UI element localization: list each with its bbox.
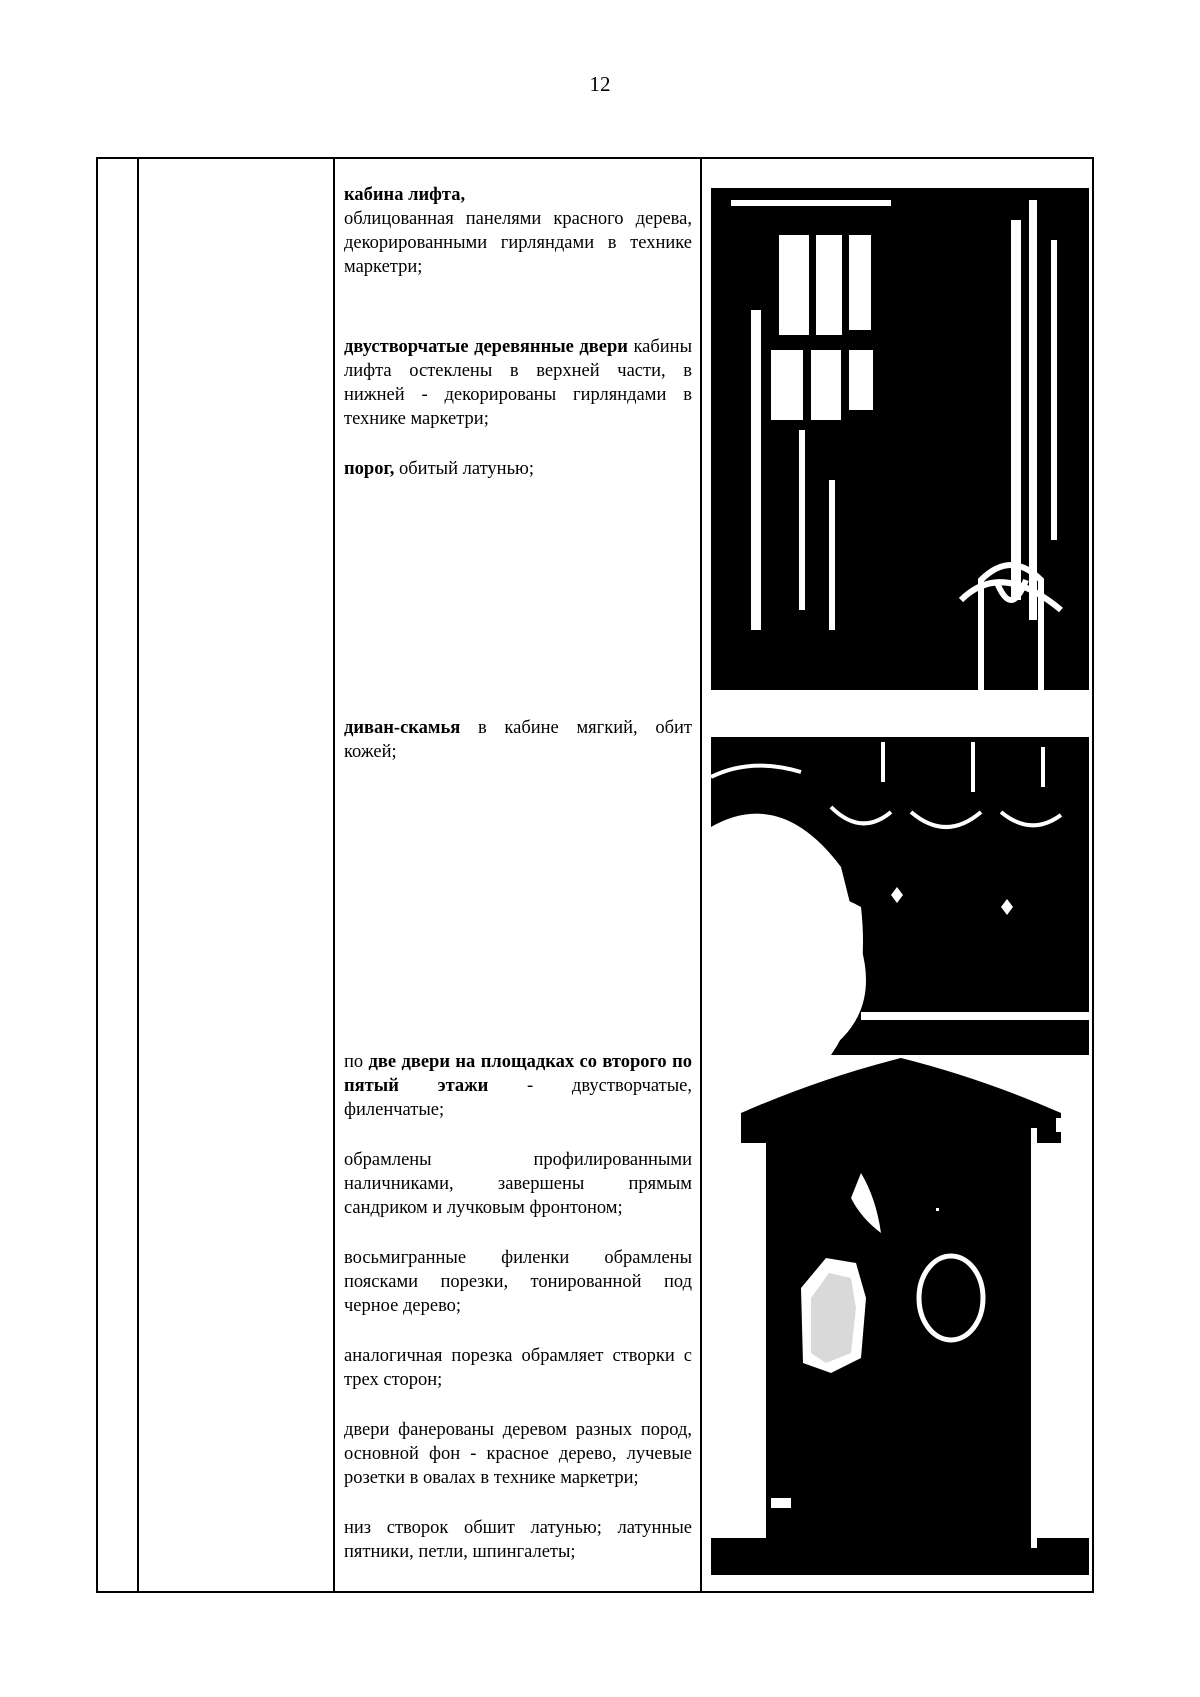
doors-paragraph bbox=[344, 1344, 692, 1392]
description: аналогичная порезка обрамляет створки с трех сторон; bbox=[344, 1346, 692, 1390]
description: восьмигранные филенки обрамлены поясками порезки, тонированной под черное дерево; bbox=[344, 1248, 692, 1316]
cabin-paragraph bbox=[344, 457, 692, 481]
bench-paragraph bbox=[344, 716, 692, 764]
doors-paragraph bbox=[344, 1418, 692, 1490]
description: низ створок обшит латунью; латунные пятники, петли, шпингалеты; bbox=[344, 1518, 692, 1562]
description: облицованная панелями красного дерева, декорированными гирляндами в технике маркетри; bbox=[344, 209, 692, 277]
landing-door-photo bbox=[711, 1058, 1089, 1575]
term: диван-скамья bbox=[344, 718, 461, 738]
term: кабина лифта, bbox=[344, 185, 466, 205]
cabin-paragraph bbox=[344, 335, 692, 431]
description: в кабине мягкий, обит кожей; bbox=[344, 718, 692, 762]
cabin-description bbox=[344, 183, 692, 507]
page-number: 12 bbox=[589, 72, 611, 96]
description: кабины лифта остеклены в верхней части, в нижней - декорированы гирляндами в технике маркетри; bbox=[344, 337, 692, 429]
term: двустворчатые деревянные двери bbox=[344, 337, 628, 357]
description: - двустворчатые, филенчатые; bbox=[344, 1076, 693, 1120]
lift-cabin-photo bbox=[711, 180, 1089, 690]
bench-photo bbox=[711, 737, 1089, 1055]
column-divider-1 bbox=[137, 157, 139, 1593]
description: двери фанерованы деревом разных пород, основной фон - красное дерево, лучевые розетки в овалах в технике маркетри; bbox=[344, 1420, 692, 1488]
doors-paragraph bbox=[344, 1148, 692, 1220]
term: две двери на площадках со второго по пятый этажи bbox=[344, 1052, 692, 1096]
description: обрамлены профилированными наличниками, завершены прямым сандриком и лучковым фронтоном; bbox=[344, 1150, 692, 1218]
term: порог, bbox=[344, 459, 395, 479]
column-divider-3 bbox=[700, 157, 702, 1593]
doors-paragraph bbox=[344, 1050, 692, 1122]
column-divider-2 bbox=[333, 157, 335, 1593]
doors-paragraph bbox=[344, 1246, 692, 1318]
prefix: по bbox=[344, 1052, 364, 1072]
cabin-paragraph bbox=[344, 183, 692, 279]
doors-description bbox=[344, 1050, 692, 1590]
bench-description bbox=[344, 716, 692, 790]
description: обитый латунью; bbox=[399, 459, 534, 479]
doors-paragraph bbox=[344, 1516, 692, 1564]
